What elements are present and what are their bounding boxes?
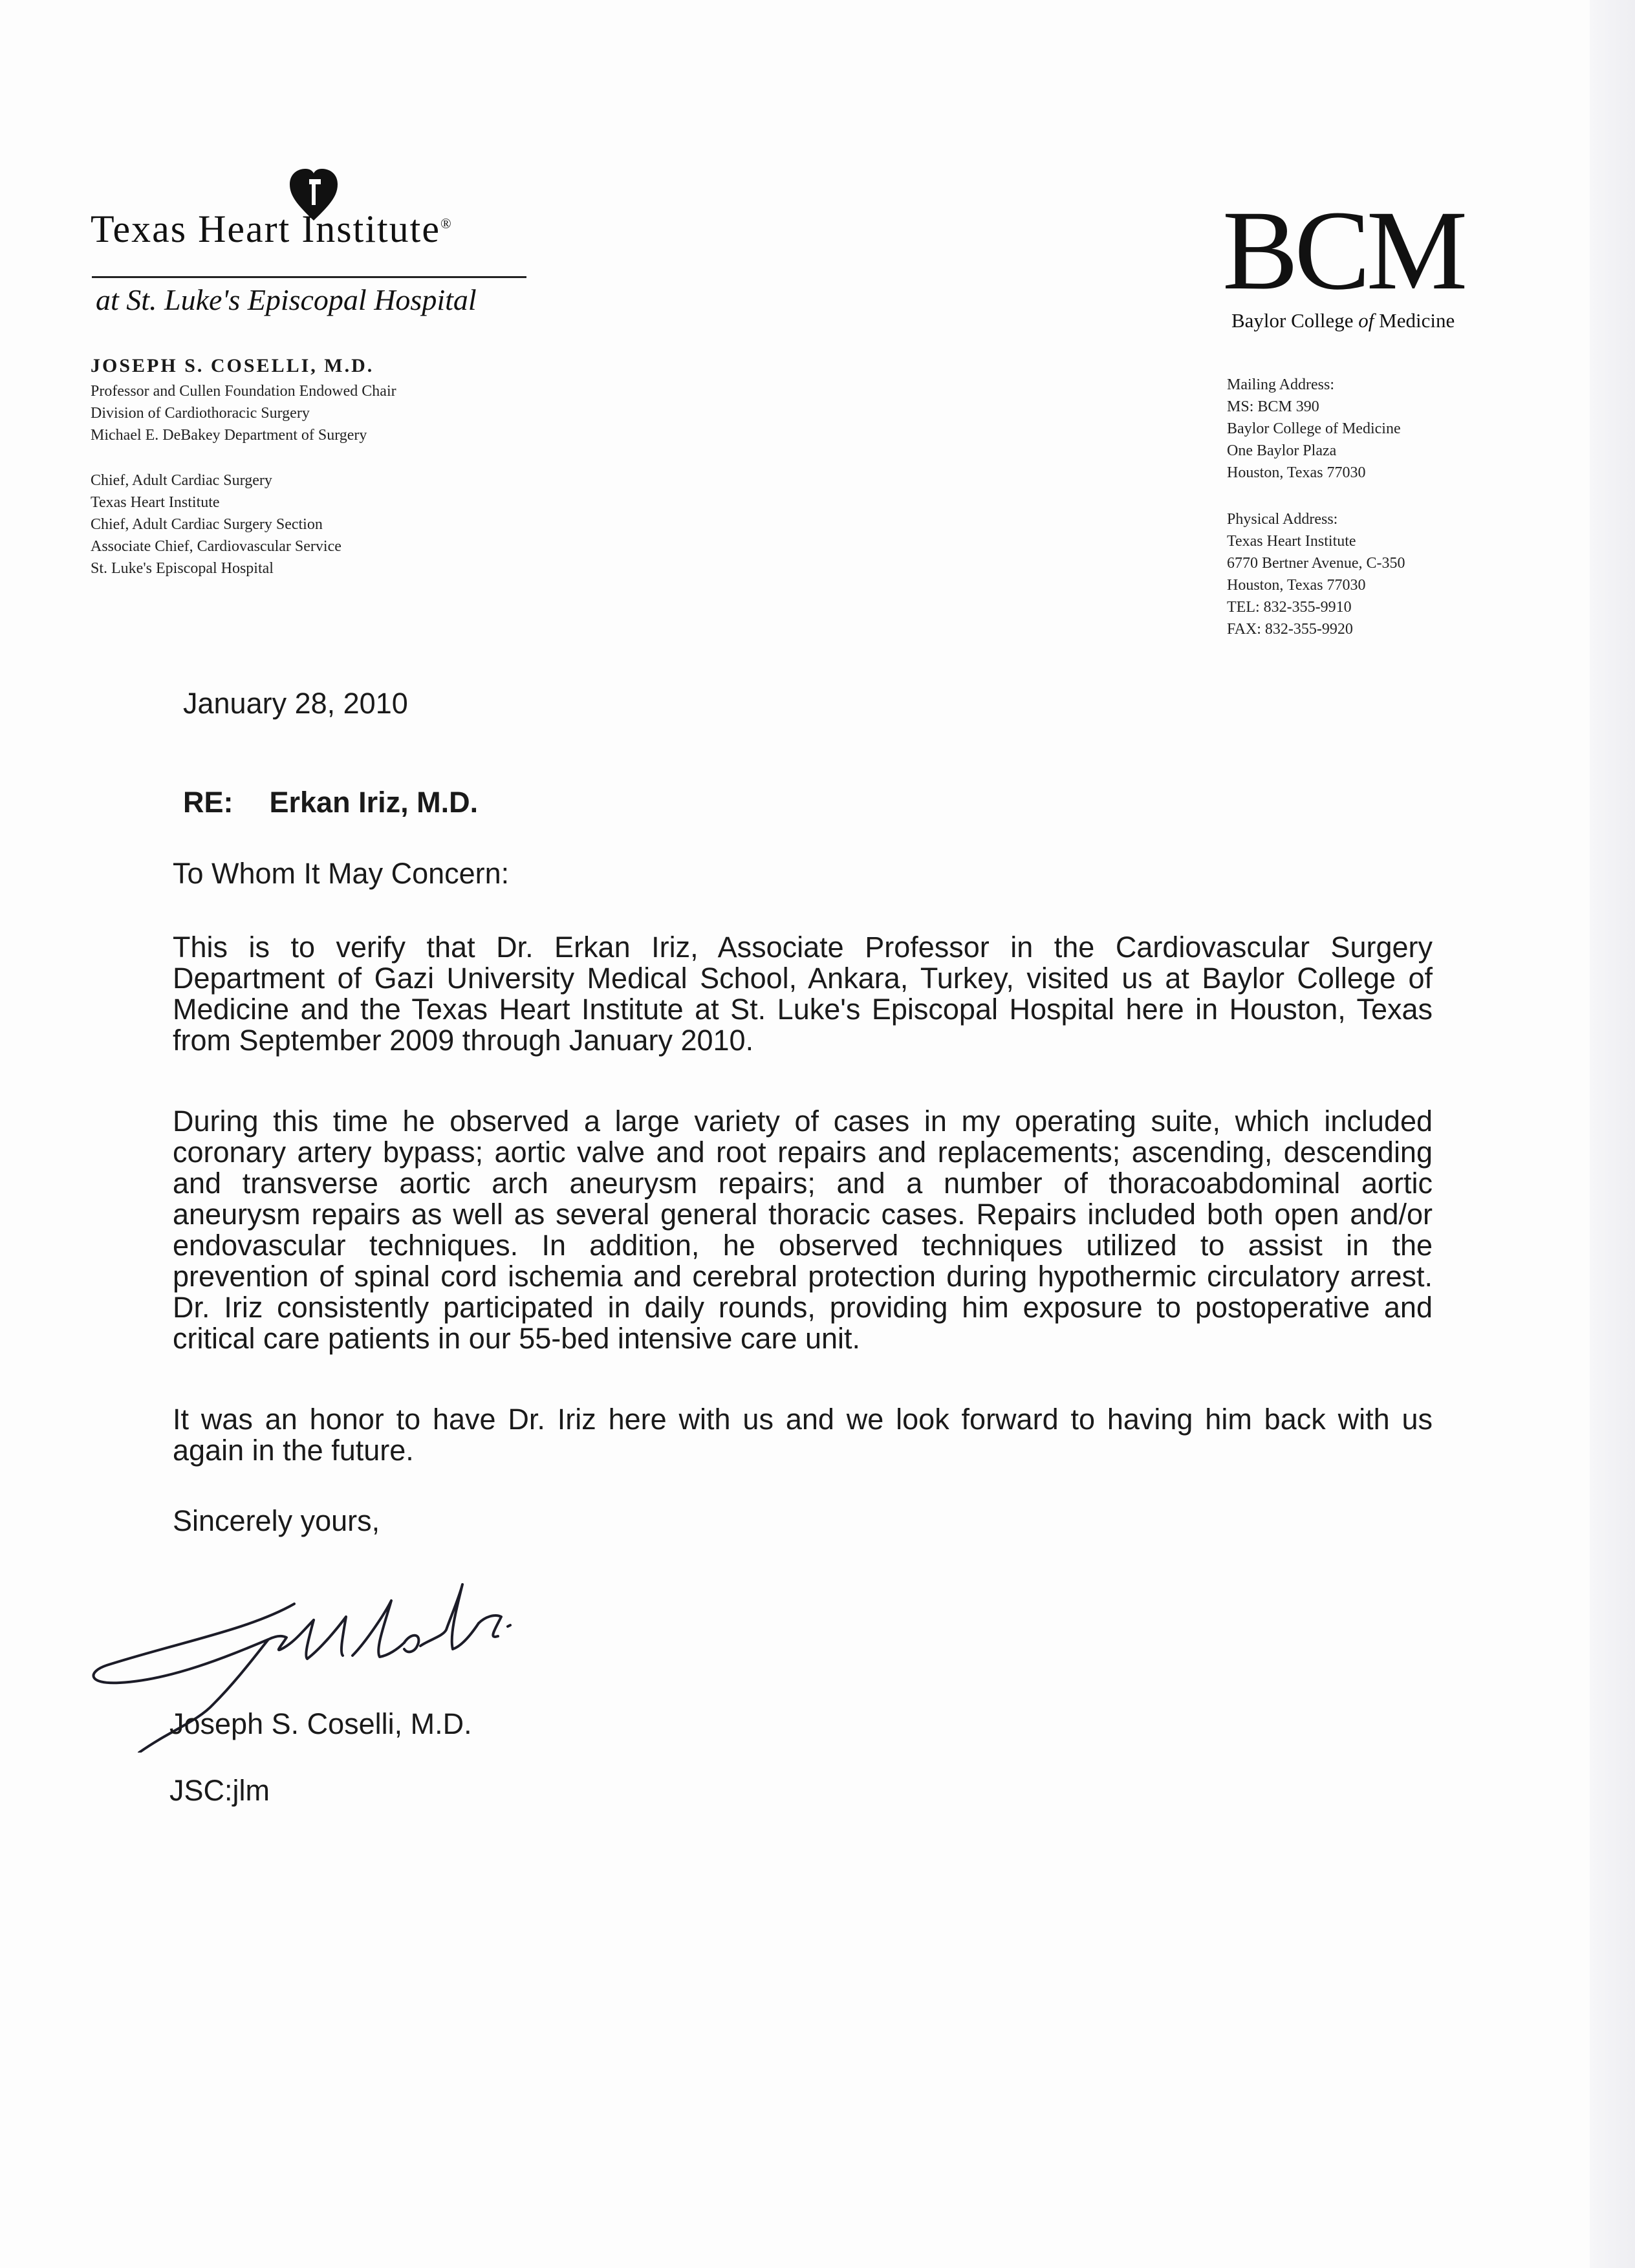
paragraph-line: prevention of spinal cord ischemia and cerebral protection during hypothermic circulatory arrest.: [173, 1260, 1433, 1293]
letter-date: January 28, 2010: [183, 687, 408, 720]
address-line: 6770 Bertner Avenue, C-350: [1227, 555, 1405, 572]
title-line: St. Luke's Episcopal Hospital: [91, 560, 274, 577]
clinical-titles: [91, 470, 341, 579]
physical-address: [1227, 508, 1405, 640]
re-label: RE:: [183, 786, 233, 819]
bcm-logo: BCM: [1222, 188, 1464, 314]
paragraph-line: Medicine and the Texas Heart Institute at St. Luke's Episcopal Hospital here in Houston, Texas: [173, 993, 1433, 1026]
address-line: Texas Heart Institute: [1227, 533, 1356, 550]
paragraph-line: endovascular techniques. In addition, he observed techniques utilized to assist in the: [173, 1229, 1433, 1262]
address-line: Mailing Address:: [1227, 376, 1334, 393]
title-line: Chief, Adult Cardiac Surgery: [91, 472, 272, 489]
address-line: Baylor College of Medicine: [1227, 420, 1401, 437]
paragraph-line: critical care patients in our 55-bed intensive care unit.: [173, 1322, 861, 1355]
title-line: Chief, Adult Cardiac Surgery Section: [91, 516, 323, 533]
paragraph-line: aneurysm repairs as well as several general thoracic cases. Repairs included both open and/or: [173, 1198, 1433, 1231]
address-line: Houston, Texas 77030: [1227, 464, 1366, 481]
scan-edge: [1590, 0, 1635, 2268]
salutation: To Whom It May Concern:: [173, 857, 510, 890]
paragraph-line: This is to verify that Dr. Erkan Iriz, Associate Professor in the Cardiovascular Surgery: [173, 931, 1433, 964]
signer-name: Joseph S. Coselli, M.D.: [169, 1707, 472, 1740]
paragraph-2: [173, 1106, 1433, 1354]
title-line: Associate Chief, Cardiovascular Service: [91, 538, 341, 555]
institute-subtitle: at St. Luke's Episcopal Hospital: [96, 283, 477, 316]
closing: Sincerely yours,: [173, 1504, 380, 1537]
fax-line: FAX: 832-355-9920: [1227, 621, 1353, 638]
paragraph-line: coronary artery bypass; aortic valve and root repairs and replacements; ascending, descending: [173, 1136, 1433, 1169]
institute-name: Texas Heart Institute®: [91, 208, 453, 250]
college-name: Baylor College of Medicine: [1231, 309, 1455, 332]
paragraph-line: and transverse aortic arch aneurysm repairs; and a number of thoracoabdominal aortic: [173, 1167, 1433, 1200]
mailing-address: [1227, 374, 1401, 484]
paragraph-line: Department of Gazi University Medical School, Ankara, Turkey, visited us at Baylor College of: [173, 962, 1433, 995]
paragraph-line: Dr. Iriz consistently participated in daily rounds, providing him exposure to postoperative and: [173, 1291, 1433, 1324]
paragraph-line: During this time he observed a large variety of cases in my operating suite, which included: [173, 1105, 1433, 1138]
re-name: Erkan Iriz, M.D.: [269, 786, 479, 819]
address-line: One Baylor Plaza: [1227, 442, 1337, 459]
paragraph-line: from September 2009 through January 2010.: [173, 1024, 754, 1057]
address-line: Houston, Texas 77030: [1227, 577, 1366, 594]
paragraph-3: [173, 1404, 1433, 1466]
paragraph-line: It was an honor to have Dr. Iriz here with us and we look forward to having him back with us: [173, 1403, 1433, 1436]
paragraph-1: [173, 932, 1433, 1056]
phone-line: TEL: 832-355-9910: [1227, 599, 1352, 616]
letterhead-person-name: JOSEPH S. COSELLI, M.D.: [91, 355, 374, 376]
letterhead-rule: [92, 276, 526, 278]
title-line: Texas Heart Institute: [91, 494, 220, 511]
title-line: Division of Cardiothoracic Surgery: [91, 405, 310, 422]
address-line: MS: BCM 390: [1227, 398, 1319, 415]
address-line: Physical Address:: [1227, 511, 1338, 528]
title-line: Professor and Cullen Foundation Endowed Chair: [91, 383, 396, 400]
typist-initials: JSC:jlm: [169, 1774, 270, 1807]
re-line: [183, 786, 478, 819]
academic-titles: [91, 380, 396, 446]
paragraph-line: again in the future.: [173, 1434, 414, 1467]
title-line: Michael E. DeBakey Department of Surgery: [91, 427, 367, 444]
